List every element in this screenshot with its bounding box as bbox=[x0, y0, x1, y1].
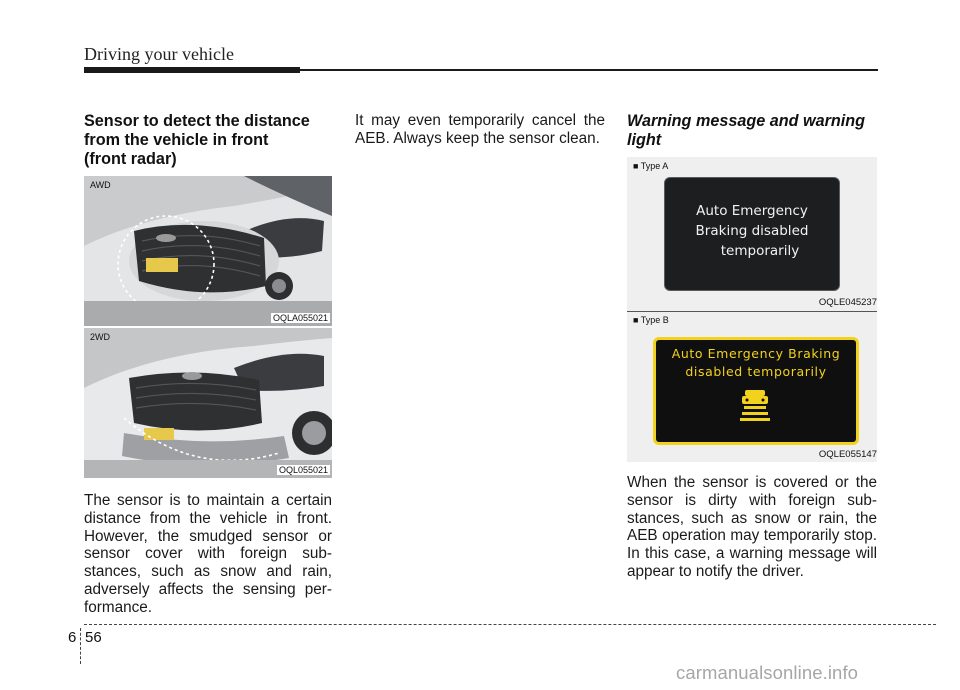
panel-divider bbox=[627, 311, 877, 312]
type-b-cluster-display bbox=[653, 337, 859, 445]
2wd-car-illustration bbox=[84, 328, 332, 478]
page-header-title: Driving your vehicle bbox=[84, 44, 234, 64]
paragraph-line: AEB operation may temporarily stop. bbox=[627, 527, 877, 545]
type-a-label: ■ Type A bbox=[633, 161, 669, 171]
photo-variant-label: AWD bbox=[90, 180, 111, 190]
type-b-message bbox=[656, 345, 856, 381]
photo-variant-label: 2WD bbox=[90, 332, 110, 342]
page-number: 56 bbox=[85, 629, 102, 646]
heading-line: light bbox=[627, 131, 662, 149]
sensor-section-heading bbox=[84, 112, 332, 169]
photo-code: OQL055021 bbox=[278, 465, 328, 475]
heading-line: from the vehicle in front bbox=[84, 131, 269, 149]
paragraph-line: stances, such as snow or rain, the bbox=[627, 509, 877, 527]
2wd-car-photo bbox=[84, 328, 332, 478]
paragraph-line: When the sensor is covered or the bbox=[627, 474, 877, 491]
type-a-code: OQLE045237 bbox=[818, 297, 877, 308]
type-a-message bbox=[665, 201, 839, 261]
footer-rule bbox=[84, 624, 936, 625]
header-rule-thin bbox=[300, 69, 878, 71]
footer-vertical-rule bbox=[80, 628, 81, 664]
chapter-number: 6 bbox=[68, 629, 77, 646]
paragraph-line: The sensor is to maintain a certain bbox=[84, 492, 332, 509]
aeb-warning-light-icon bbox=[736, 388, 774, 428]
sensor-paragraph bbox=[84, 492, 332, 617]
heading-line: Sensor to detect the distance bbox=[84, 112, 310, 130]
awd-car-illustration bbox=[84, 176, 332, 326]
warning-section-heading bbox=[627, 112, 877, 150]
paragraph-line: distance from the vehicle in front. bbox=[84, 509, 332, 527]
paragraph-line: In this case, a warning message will bbox=[627, 545, 877, 563]
paragraph-line: AEB. Always keep the sensor clean. bbox=[355, 129, 600, 147]
middle-column bbox=[355, 112, 605, 148]
photo-code: OQLA055021 bbox=[272, 313, 328, 323]
type-a-message-line: Auto Emergency bbox=[696, 203, 808, 219]
header-rule-thick bbox=[84, 67, 300, 73]
paragraph-line: adversely affects the sensing per- bbox=[84, 580, 332, 598]
paragraph-line: sensor cover with foreign sub- bbox=[84, 545, 332, 563]
type-b-message-line: disabled temporarily bbox=[685, 364, 827, 379]
paragraph-line: sensor is dirty with foreign sub- bbox=[627, 491, 877, 509]
paragraph-line: stances, such as snow and rain, bbox=[84, 563, 332, 581]
paragraph-line: appear to notify the driver. bbox=[627, 562, 804, 580]
heading-line: (front radar) bbox=[84, 150, 177, 168]
awd-car-photo bbox=[84, 176, 332, 326]
sensor-clean-paragraph bbox=[355, 112, 605, 148]
paragraph-line: It may even temporarily cancel the bbox=[355, 112, 605, 129]
warning-paragraph bbox=[627, 474, 877, 581]
heading-line: Warning message and warning bbox=[627, 112, 866, 130]
type-b-code: OQLE055147 bbox=[818, 449, 877, 460]
left-column bbox=[84, 112, 332, 617]
type-a-message-line: temporarily bbox=[720, 243, 800, 259]
paragraph-line: However, the smudged sensor or bbox=[84, 527, 332, 545]
warning-display-panel bbox=[627, 157, 877, 462]
watermark-text: carmanualsonline.info bbox=[676, 662, 859, 683]
paragraph-line: formance. bbox=[84, 598, 153, 616]
right-column bbox=[627, 112, 877, 581]
type-a-message-line: Braking disabled bbox=[695, 223, 809, 239]
type-a-cluster-display bbox=[664, 177, 840, 291]
type-b-message-line: Auto Emergency Braking bbox=[671, 346, 841, 361]
type-b-label: ■ Type B bbox=[633, 315, 669, 325]
